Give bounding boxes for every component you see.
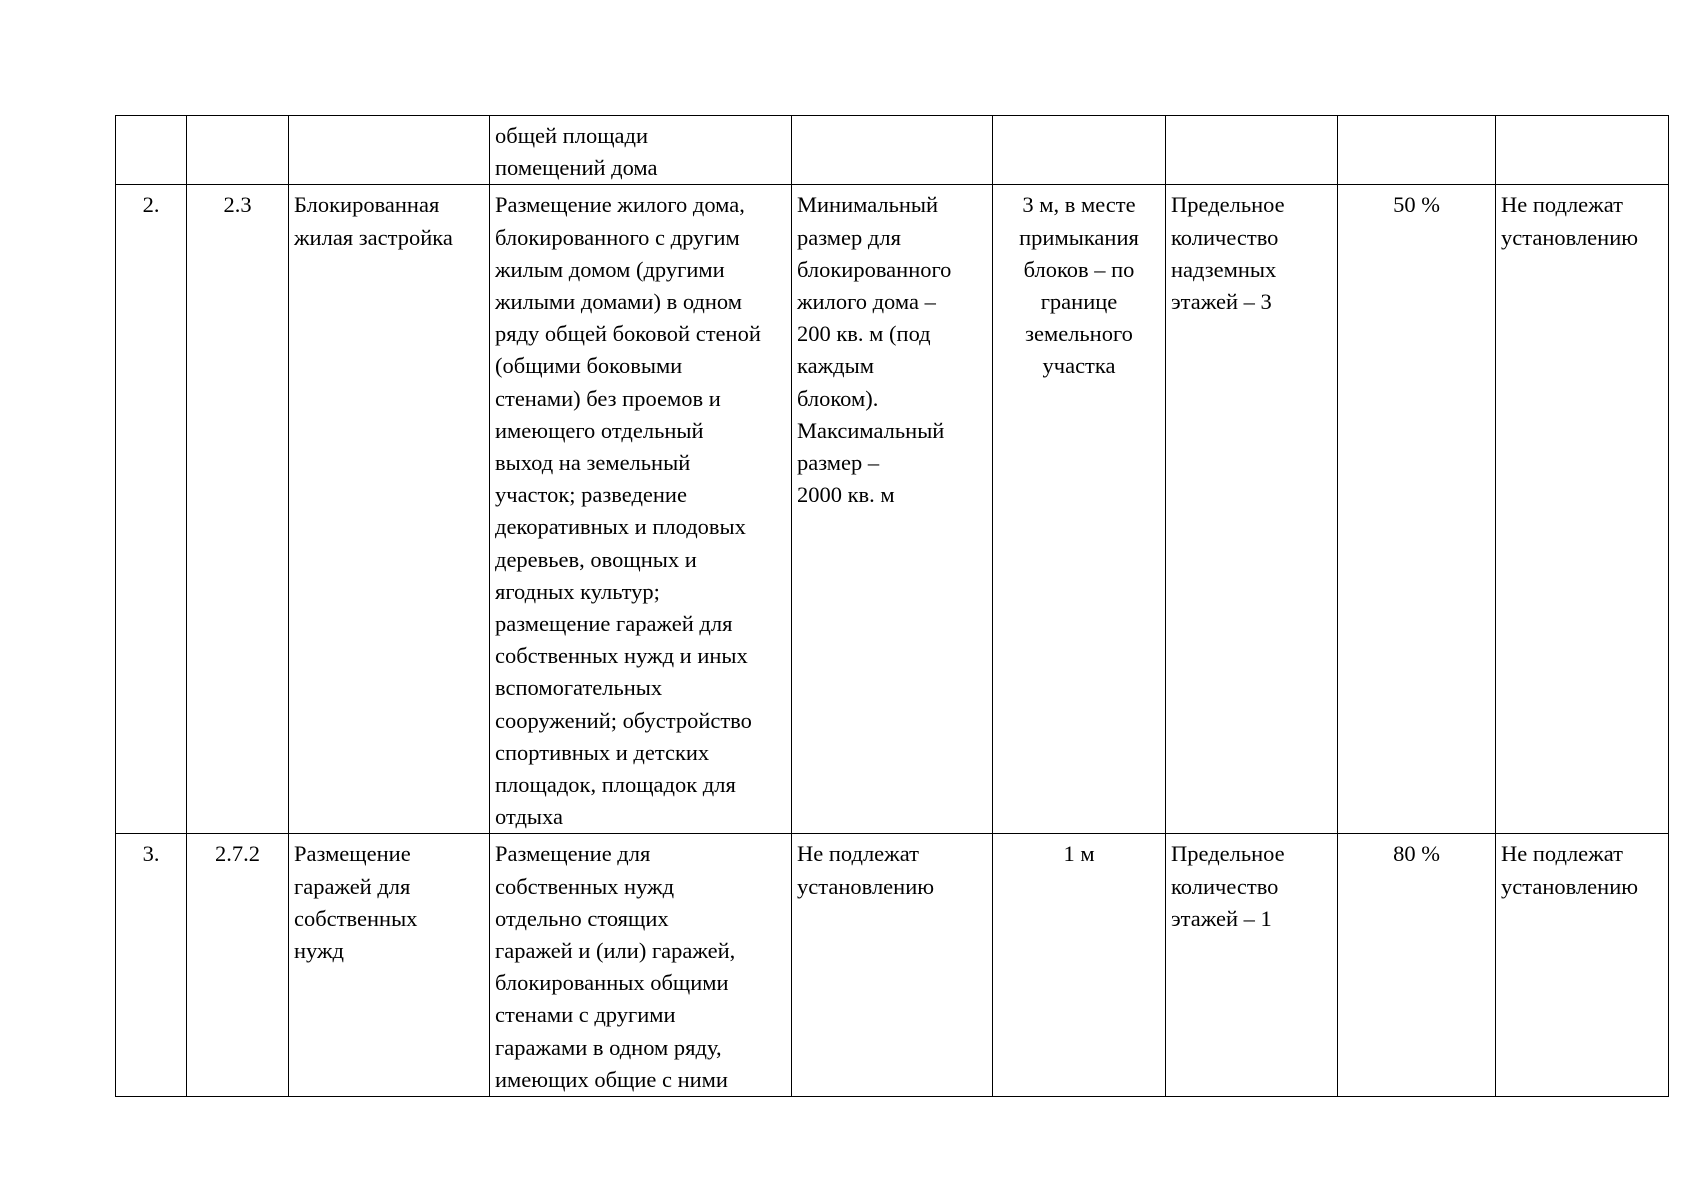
table-row xyxy=(116,185,1669,834)
usage-code-cell: 2.7.2 xyxy=(187,834,289,1097)
plot-size-cell: Не подлежат установлению xyxy=(792,834,993,1097)
usage-description-cell: Размещение жилого дома, блокированного с другим жилым домом (другими жилыми домами) в одном ряду общей боковой стеной (общими боковыми стенами) без проемов и имеющего отдельный выход на земельный участок; разведение декоративных и плодовых деревьев, овощных и ягодных культур; размещение гаражей для собственных нужд и иных вспомогательных сооружений; обустройство спортивных и детских площадок, площадок для отдыха xyxy=(490,185,792,834)
other-params-cell: Не подлежат установлению xyxy=(1496,185,1669,834)
other-params-cell: Не подлежат установлению xyxy=(1496,834,1669,1097)
row-number-cell: 3. xyxy=(116,834,187,1097)
setback-cell xyxy=(993,116,1166,185)
row-number-cell: 2. xyxy=(116,185,187,834)
coverage-percent-cell: 50 % xyxy=(1338,185,1496,834)
floors-limit-cell: Предельное количество надземных этажей – 3 xyxy=(1166,185,1338,834)
other-params-cell xyxy=(1496,116,1669,185)
zoning-regulations-table xyxy=(115,115,1669,1097)
usage-description-cell: Размещение для собственных нужд отдельно стоящих гаражей и (или) гаражей, блокированных общими стенами с другими гаражами в одном ряду, имеющих общие с ними xyxy=(490,834,792,1097)
floors-limit-cell xyxy=(1166,116,1338,185)
usage-name-cell xyxy=(289,116,490,185)
plot-size-cell xyxy=(792,116,993,185)
usage-name-cell: Блокированная жилая застройка xyxy=(289,185,490,834)
plot-size-cell: Минимальный размер для блокированного жилого дома – 200 кв. м (под каждым блоком). Максимальный размер – 2000 кв. м xyxy=(792,185,993,834)
setback-cell: 1 м xyxy=(993,834,1166,1097)
coverage-percent-cell: 80 % xyxy=(1338,834,1496,1097)
row-number-cell xyxy=(116,116,187,185)
table-row xyxy=(116,116,1669,185)
setback-cell: 3 м, в месте примыкания блоков – по границе земельного участка xyxy=(993,185,1166,834)
usage-description-cell: общей площади помещений дома xyxy=(490,116,792,185)
usage-code-cell: 2.3 xyxy=(187,185,289,834)
table-row xyxy=(116,834,1669,1097)
usage-code-cell xyxy=(187,116,289,185)
usage-name-cell: Размещение гаражей для собственных нужд xyxy=(289,834,490,1097)
floors-limit-cell: Предельное количество этажей – 1 xyxy=(1166,834,1338,1097)
coverage-percent-cell xyxy=(1338,116,1496,185)
